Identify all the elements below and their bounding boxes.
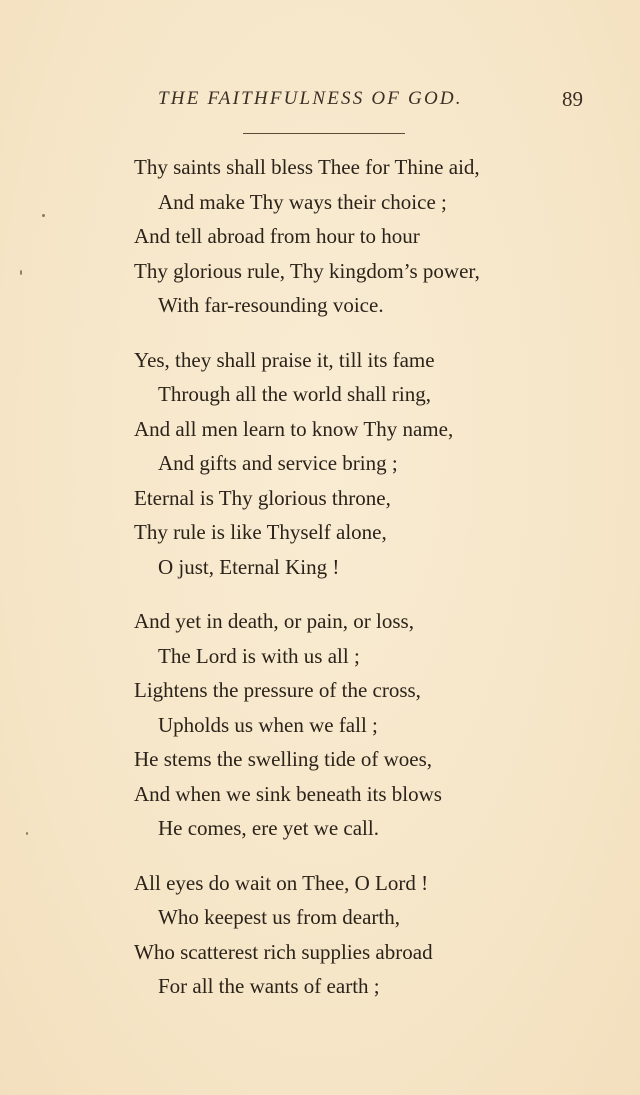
poem-line: Thy rule is like Thyself alone,	[134, 520, 387, 544]
poem-line: And all men learn to know Thy name,	[134, 416, 454, 441]
paper-speck	[20, 270, 22, 275]
poem-line: Eternal is Thy glorious throne,	[134, 485, 391, 510]
poem-line: O just, Eternal King !	[158, 554, 340, 579]
poem-line: Upholds us when we fall ;	[158, 712, 378, 737]
poem-line: And make Thy ways their choice ;	[158, 189, 447, 214]
poem-line: And yet in death, or pain, or loss,	[134, 609, 414, 633]
poem-line: Lightens the pressure of the cross,	[134, 678, 421, 702]
page-number: 89	[562, 87, 583, 111]
stanza-3	[0, 604, 640, 846]
header-rule	[243, 133, 405, 134]
poem-line: He stems the swelling tide of woes,	[134, 747, 433, 771]
poem-line: Yes, they shall praise it, till its fame	[134, 347, 435, 372]
stanza-1	[0, 150, 640, 323]
paper-speck	[42, 214, 45, 217]
poem-line: And tell abroad from hour to hour	[134, 224, 420, 248]
poem	[0, 150, 640, 1024]
poem-line: He comes, ere yet we call.	[158, 816, 379, 840]
running-title: THE FAITHFULNESS OF GOD.	[158, 88, 463, 109]
poem-line: With far-resounding voice.	[158, 293, 384, 317]
poem-line: Who scatterest rich supplies abroad	[134, 939, 433, 964]
poem-line: Through all the world shall ring,	[158, 382, 431, 406]
poem-line: For all the wants of earth ;	[158, 974, 380, 998]
paper-speck	[26, 832, 28, 835]
stanza-4	[0, 866, 640, 1004]
poem-line: And gifts and service bring ;	[158, 451, 398, 475]
poem-line: Thy glorious rule, Thy kingdom’s power,	[134, 258, 480, 283]
poem-line: And when we sink beneath its blows	[134, 781, 442, 806]
poem-line: Thy saints shall bless Thee for Thine aid,	[134, 155, 480, 179]
poem-line: All eyes do wait on Thee, O Lord !	[134, 870, 429, 895]
poem-line: Who keepest us from dearth,	[158, 905, 401, 929]
stanza-2	[0, 343, 640, 585]
page-header	[0, 88, 640, 118]
poem-line: The Lord is with us all ;	[158, 643, 360, 668]
